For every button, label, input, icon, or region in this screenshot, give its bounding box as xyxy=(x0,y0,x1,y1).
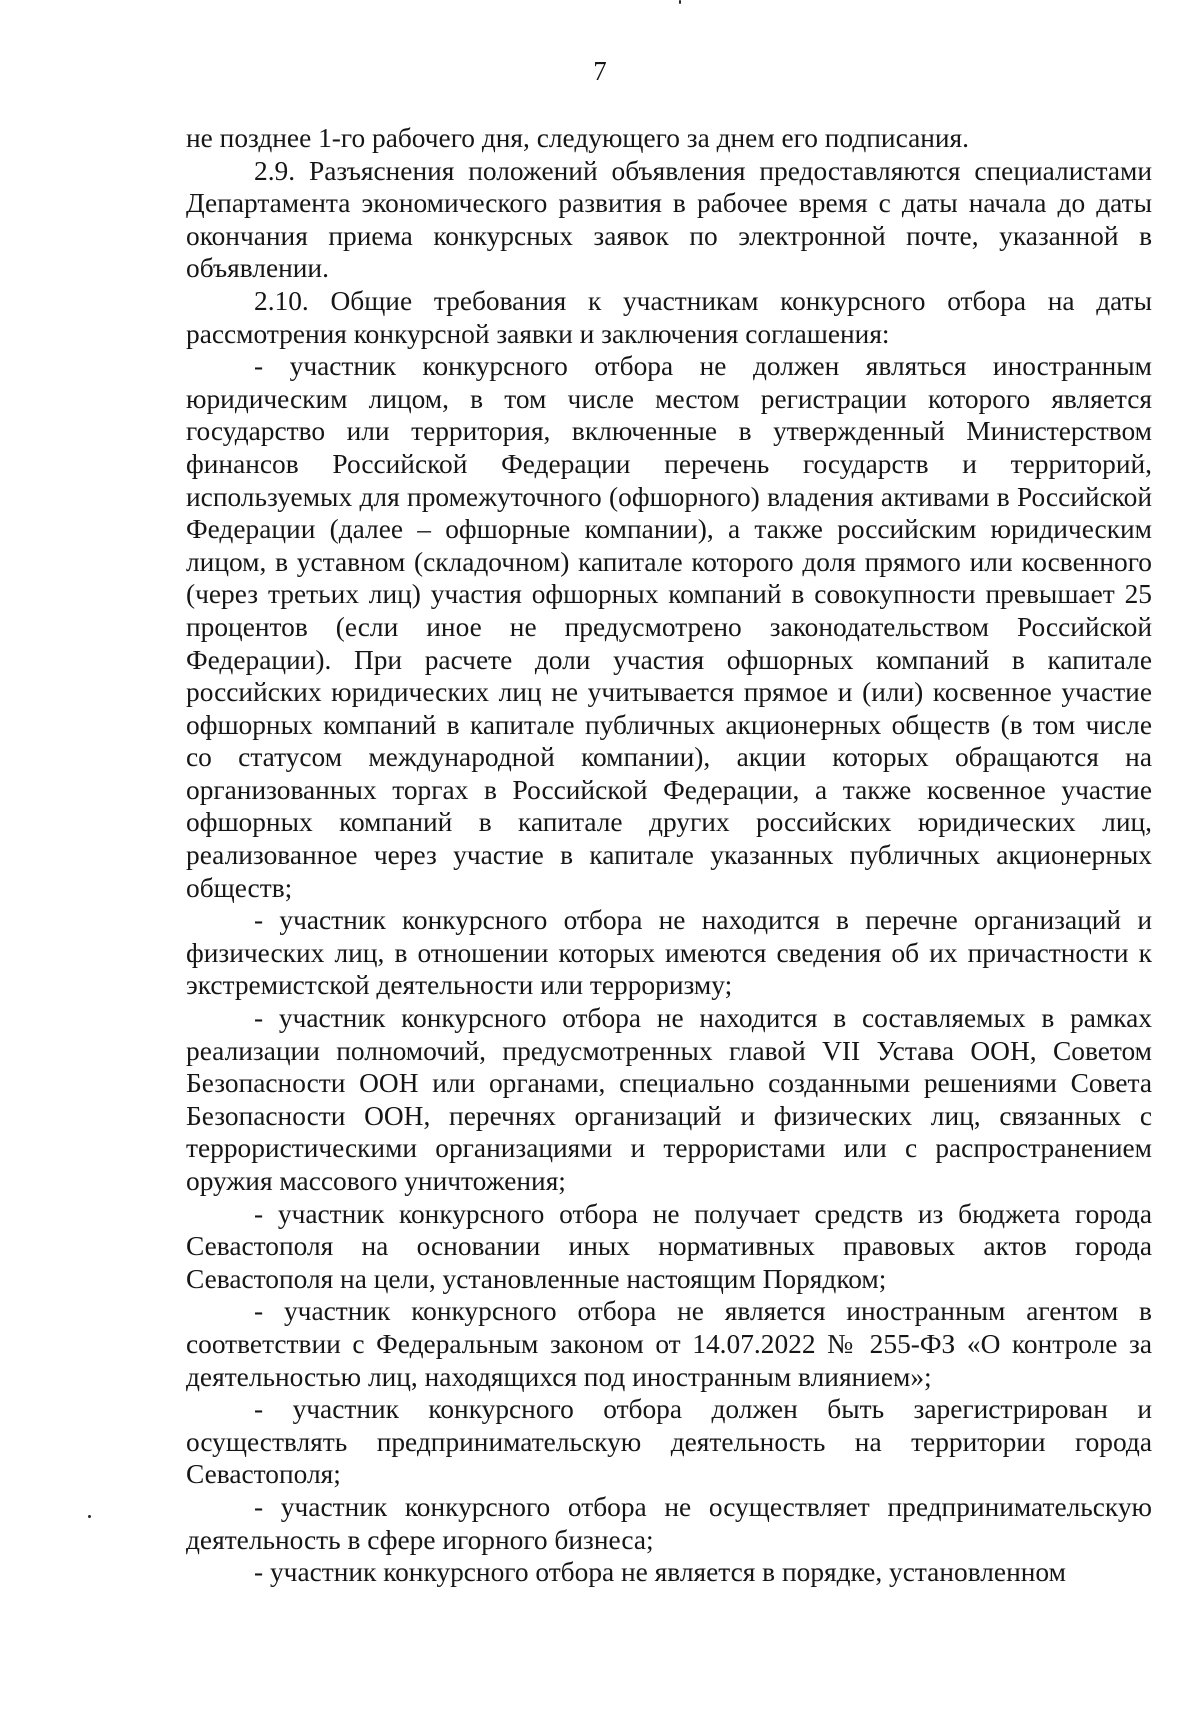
document-body xyxy=(186,122,1152,1589)
paragraph: - участник конкурсного отбора не осуществляет предпринимательскую деятельность в сфере игорного бизнеса; xyxy=(186,1491,1152,1555)
paragraph: - участник конкурсного отбора должен быть зарегистрирован и осуществлять предпринимательскую деятельность на территории города Севастополя; xyxy=(186,1394,1152,1490)
paragraph: не позднее 1-го рабочего дня, следующего за днем его подписания. xyxy=(186,123,969,153)
paragraph: - участник конкурсного отбора не должен являться иностранным юридическим лицом, в том числе местом регистрации которого является государство или территория, включенные в утвержденный Министерством финансов Российской Федерации перечень государств и территорий, используемых для промежуточного (офшорного) владения активами в Российской Федерации (далее – офшорные компании), а также российским юридическим лицом, в уставном (складочном) капитале которого доля прямого или косвенного (через третьих лиц) участия офшорных компаний в совокупности превышает 25 процентов (если иное не предусмотрено законодательством Российской Федерации). При расчете доли участия офшорных компаний в капитале российских юридических лиц не учитывается прямое и (или) косвенное участие офшорных компаний в капитале публичных акционерных обществ (в том числе со статусом международной компании), акции которых обращаются на организованных торгах в Российской Федерации, а также косвенное участие офшорных компаний в капитале других российских юридических лиц, реализованное через участие в капитале указанных публичных акционерных обществ; xyxy=(186,351,1152,903)
paragraph: 2.10. Общие требования к участникам конкурсного отбора на даты рассмотрения конкурсной заявки и заключения соглашения: xyxy=(186,285,1152,349)
paragraph: - участник конкурсного отбора не находится в составляемых в рамках реализации полномочий, предусмотренных главой VII Устава ООН, Советом Безопасности ООН или органами, специально созданными решениями Совета Безопасности ООН, перечнях организаций и физических лиц, связанных с террористическими организациями и террористами или с распространением оружия массового уничтожения; xyxy=(186,1003,1152,1196)
paragraph: - участник конкурсного отбора не является иностранным агентом в соответствии с Федеральным законом от 14.07.2022 № 255-ФЗ «О контроле за деятельностью лиц, находящихся под иностранным влиянием»; xyxy=(186,1296,1152,1392)
paragraph: - участник конкурсного отбора не находится в перечне организаций и физических лиц, в отношении которых имеются сведения об их причастности к экстремистской деятельности или терроризму; xyxy=(186,905,1152,1001)
page-number: 7 xyxy=(593,56,607,86)
scan-speck xyxy=(88,1515,91,1518)
paragraph: 2.9. Разъяснения положений объявления предоставляются специалистами Департамента экономического развития в рабочее время с даты начала до даты окончания приема конкурсных заявок по электронной почте, указанной в объявлении. xyxy=(186,155,1152,284)
paragraph: - участник конкурсного отбора не является в порядке, установленном xyxy=(254,1557,1066,1588)
scan-speck xyxy=(679,0,681,4)
paragraph: - участник конкурсного отбора не получает средств из бюджета города Севастополя на основании иных нормативных правовых актов города Севастополя на цели, установленные настоящим Порядком; xyxy=(186,1198,1152,1294)
